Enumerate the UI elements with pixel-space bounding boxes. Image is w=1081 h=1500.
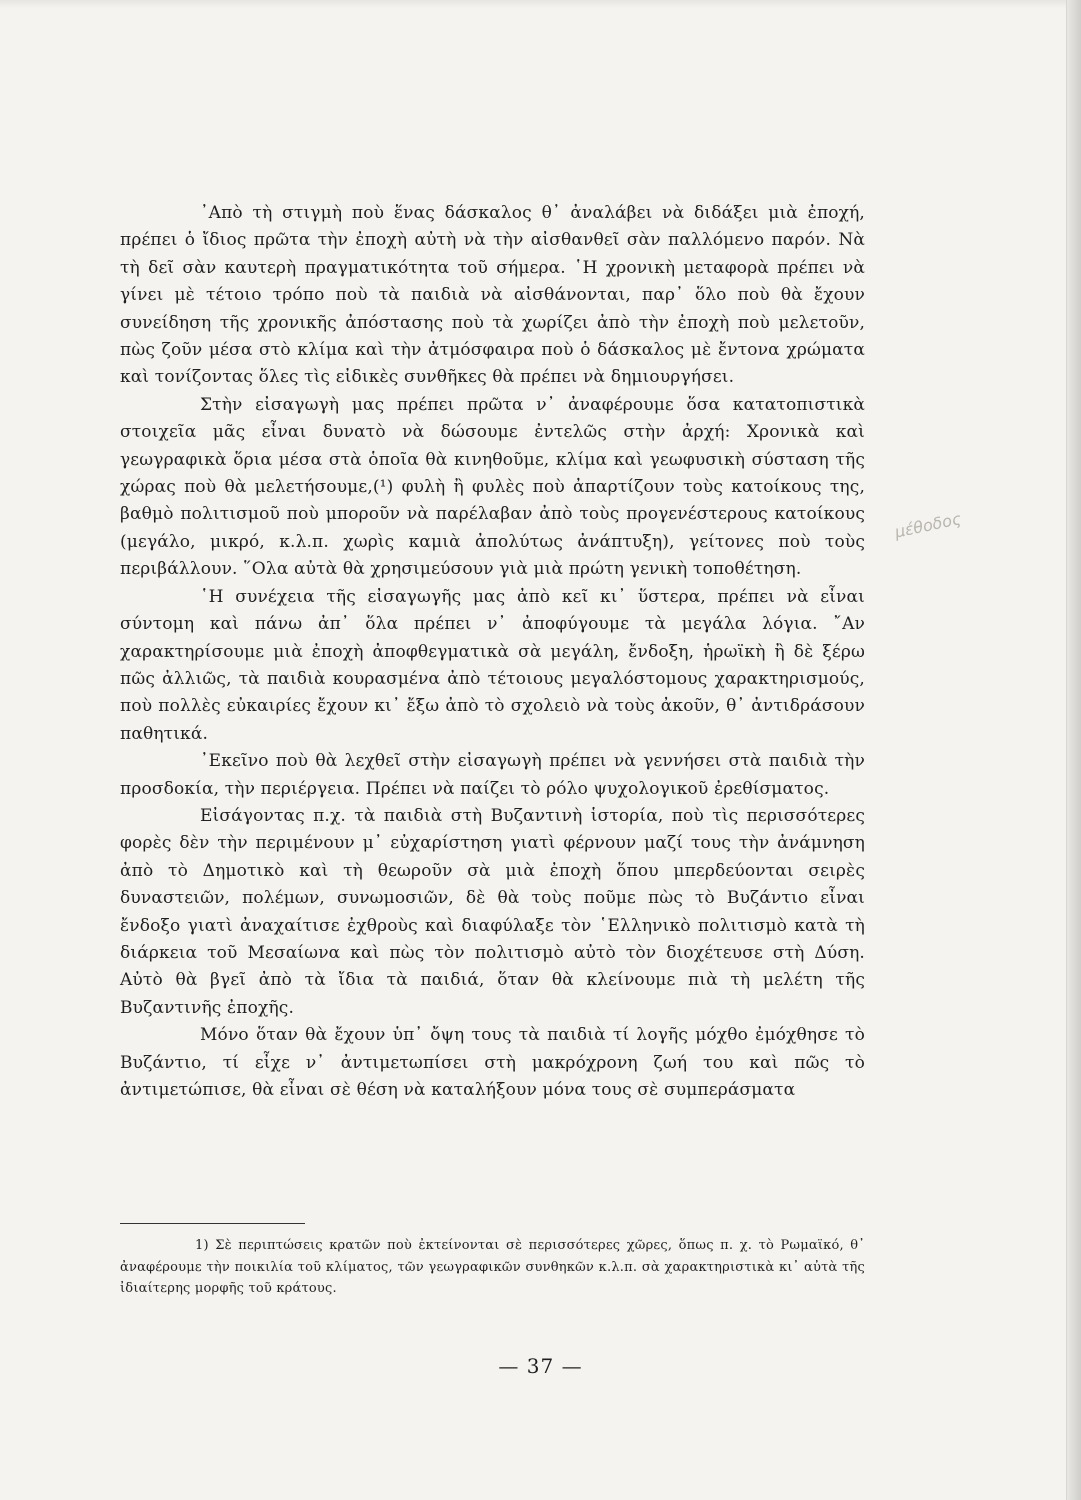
paragraph: ᾿Εκεῖνο ποὺ θὰ λεχθεῖ στὴν εἰσαγωγὴ πρέπει νὰ γεννήσει στὰ παιδιὰ τὴν προσδοκία, τὴν περιέργεια. Πρέπει νὰ παίζει τὸ ρόλο ψυχολογικοῦ ἐρεθίσματος. [120,751,865,799]
paragraph: ᾿Απὸ τὴ στιγμὴ ποὺ ἕνας δάσκαλος θ᾿ ἀναλάβει νὰ διδάξει μιὰ ἐποχή, πρέπει ὁ ἴδιος πρῶτα τὴν ἐποχὴ αὐτὴ νὰ τὴν αἰσθανθεῖ σὰν παλλόμενο παρόν. Νὰ τὴ δεῖ σὰν καυτερὴ πραγματικότητα τοῦ σήμερα. ῾Η χρονικὴ μεταφορὰ πρέπει νὰ γίνει μὲ τέτοιο τρόπο ποὺ τὰ παιδιὰ νὰ αἰσθάνονται, παρ᾿ ὅλο ποὺ θὰ ἔχουν συνείδηση τῆς χρονικῆς ἀπόστασης ποὺ τὰ χωρίζει ἀπὸ τὴν ἐποχὴ ποὺ μελετοῦν, πὼς ζοῦν μέσα στὸ κλίμα καὶ τὴν ἀτμόσφαιρα ποὺ ὁ δάσκαλος μὲ ἔντονα χρώματα καὶ τονίζοντας ὅλες τὶς εἰδικὲς συνθῆκες θὰ πρέπει νὰ δημιουργήσει. [120,203,865,388]
paragraph: Μόνο ὅταν θὰ ἔχουν ὑπ᾿ ὄψη τους τὰ παιδιὰ τί λογῆς μόχθο ἐμόχθησε τὸ Βυζάντιο, τί εἶχε ν᾿ ἀντιμετωπίσει στὴ μακρόχρονη ζωή του καὶ πῶς τὸ ἀντιμετώπισε, θὰ εἶναι σὲ θέση νὰ καταλήξουν μόνα τους σὲ συμπεράσματα [120,1025,865,1100]
handwritten-margin-note: μέθοδος [893,508,963,542]
footnote: 1) Σὲ περιπτώσεις κρατῶν ποὺ ἐκτείνονται σὲ περισσότερες χῶρες, ὅπως π. χ. τὸ Ρωμαϊκό, θ᾿ ἀναφέρουμε τὴν ποικιλία τοῦ κλίματος, τῶν γεωγραφικῶν συνθηκῶν κ.λ.π. σὰ χαρακτηριστικὰ κι᾿ αὐτὰ τῆς ἰδιαίτερης μορφῆς τοῦ κράτους. [120,1238,865,1296]
page-number: — 37 — [498,1354,583,1378]
page-right-edge [1066,0,1081,1500]
paragraph: ῾Η συνέχεια τῆς εἰσαγωγῆς μας ἀπὸ κεῖ κι᾿ ὕστερα, πρέπει νὰ εἶναι σύντομη καὶ πάνω ἀπ᾿ ὅλα πρέπει ν᾿ ἀποφύγουμε τὰ μεγάλα λόγια. ῎Αν χαρακτηρίσουμε μιὰ ἐποχὴ ἀποφθεγματικὰ σὰ μεγάλη, ἔνδοξη, ἡρωϊκὴ ἢ δὲ ξέρω πῶς ἀλλιῶς, τὰ παιδιὰ κουρασμένα ἀπὸ τέτοιους μεγαλόστομους χαρακτηρισμούς, ποὺ πολλὲς εὐκαιρίες ἔχουν κι᾿ ἔξω ἀπὸ τὸ σχολειὸ νὰ τοὺς ἀκοῦν, θ᾿ ἀντιδράσουν παθητικά. [120,586,865,744]
main-text [120,200,865,1104]
paragraph: Στὴν εἰσαγωγὴ μας πρέπει πρῶτα ν᾿ ἀναφέρουμε ὅσα κατατοπιστικὰ στοιχεῖα μᾶς εἶναι δυνατὸ νὰ δώσουμε ἐντελῶς στὴν ἀρχή: Χρονικὰ καὶ γεωγραφικὰ ὅρια μέσα στὰ ὁποῖα θὰ κινηθοῦμε, κλίμα καὶ γεωφυσικὴ σύσταση τῆς χώρας ποὺ θὰ μελετήσουμε,(¹) φυλὴ ἢ φυλὲς ποὺ ἀπαρτίζουν τοὺς κατοίκους της, βαθμὸ πολιτισμοῦ ποὺ μποροῦν νὰ παρέλαβαν ἀπὸ τοὺς προγενέστερους κατοίκους (μεγάλο, μικρό, κ.λ.π. χωρὶς καμιὰ ἀπολύτως ἀνάπτυξη), γείτονες ποὺ τοὺς περιβάλλουν. ῞Ολα αὐτὰ θὰ χρησιμεύσουν γιὰ μιὰ πρώτη γενικὴ τοποθέτηση. [120,394,865,580]
paragraph: Εἰσάγοντας π.χ. τὰ παιδιὰ στὴ Βυζαντινὴ ἱστορία, ποὺ τὶς περισσότερες φορὲς δὲν τὴν περιμένουν μ᾿ εὐχαρίστηση γιατὶ φέρνουν μαζί τους τὴν ἀνάμνηση ἀπὸ τὸ Δημοτικὸ καὶ τὴ θεωροῦν σὰ μιὰ ἐποχὴ ὅπου μπερδεύονται σειρὲς δυναστειῶν, πολέμων, συνωμοσιῶν, δὲ θὰ τοὺς ποῦμε πὼς τὸ Βυζάντιο εἶναι ἔνδοξο γιατὶ ἀναχαίτισε ἐχθροὺς καὶ διαφύλαξε τὸν ῾Ελληνικὸ πολιτισμὸ κατὰ τὴ διάρκεια τοῦ Μεσαίωνα καὶ πὼς τὸν πολιτισμὸ αὐτὸ τὸν διοχέτευσε στὴ Δύση. Αὐτὸ θὰ βγεῖ ἀπὸ τὰ ἴδια τὰ παιδιά, ὅταν θὰ κλείνουμε πιὰ τὴ μελέτη τῆς Βυζαντινῆς ἐποχῆς. [120,805,865,1018]
page-top-edge [0,0,1081,8]
footnote-divider [120,1223,305,1224]
